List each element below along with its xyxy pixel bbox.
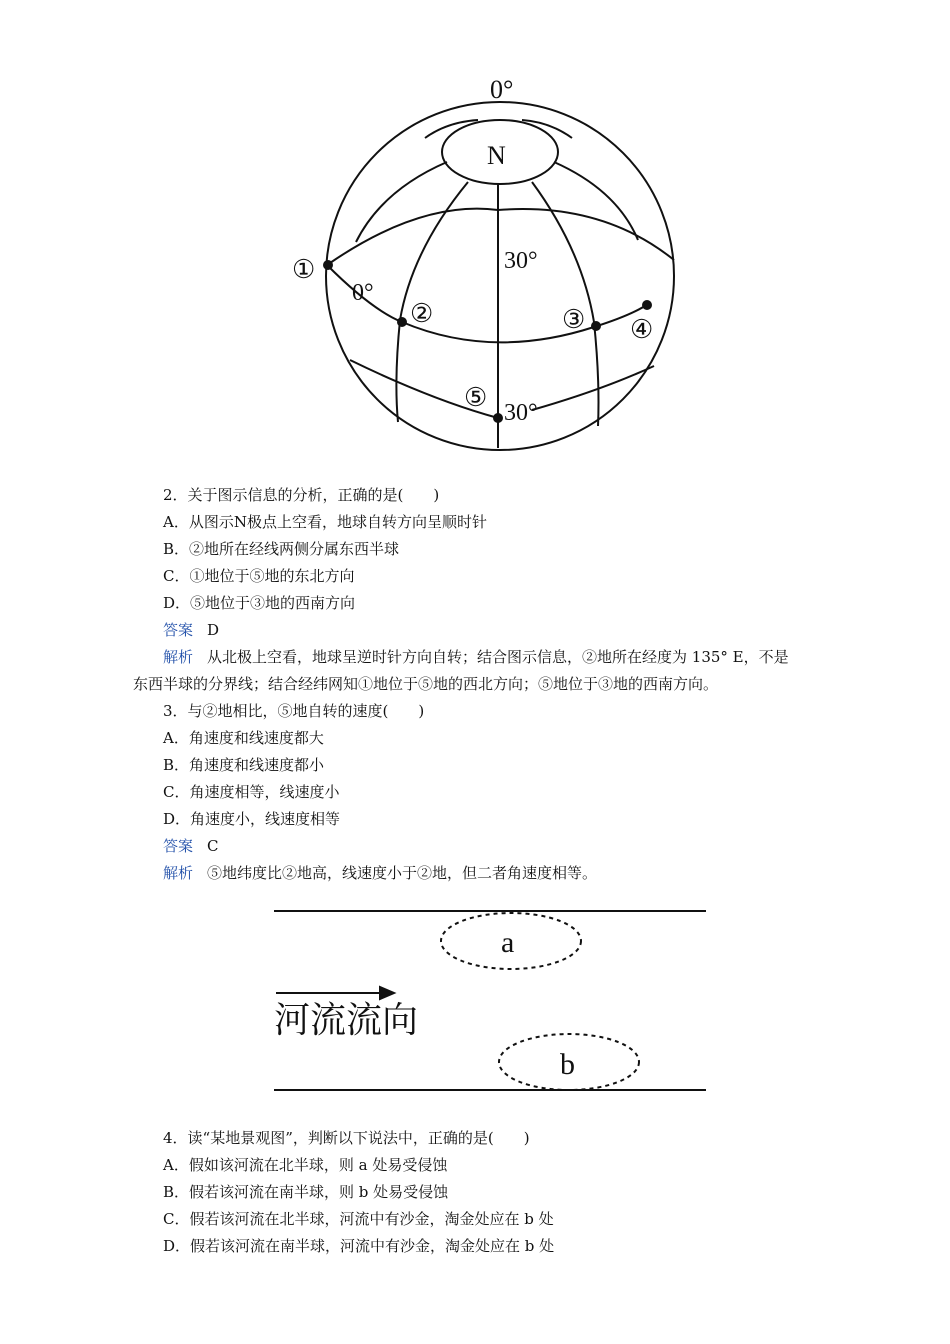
q4-option-b: B．假若该河流在南半球，则 b 处易受侵蚀 bbox=[163, 1183, 449, 1201]
meridian-right bbox=[532, 182, 599, 426]
q2-answer-value: D bbox=[207, 621, 220, 639]
zone-a-label: a bbox=[501, 926, 515, 959]
q2-answer-label: 答案 bbox=[163, 621, 194, 639]
label-point-1: ① bbox=[292, 255, 316, 284]
point-5-marker bbox=[494, 414, 502, 422]
q3-analysis-line1: ⑤地纬度比②地高，线速度小于②地，但二者角速度相等。 bbox=[207, 864, 598, 882]
flow-arrow-head bbox=[380, 987, 394, 999]
q3-answer-row bbox=[163, 836, 219, 856]
point-2-marker bbox=[398, 318, 406, 326]
q2-option-d: D．⑤地位于③地的西南方向 bbox=[163, 594, 356, 612]
point-4-marker bbox=[643, 301, 651, 309]
q3-answer-value: C bbox=[207, 837, 219, 855]
meridian-far-right bbox=[554, 162, 638, 240]
globe-diagram bbox=[282, 60, 702, 480]
q3-answer-label: 答案 bbox=[163, 837, 194, 855]
q2-analysis-line2: 东西半球的分界线；结合经纬网知①地位于⑤地的西北方向；⑤地位于③地的西南方向。 bbox=[133, 675, 719, 693]
q3-analysis-row bbox=[163, 863, 597, 883]
q2-stem: 2．关于图示信息的分析，正确的是( ) bbox=[163, 486, 440, 504]
label-top-meridian: 0° bbox=[490, 75, 514, 104]
meridian-top-right bbox=[522, 120, 572, 138]
point-1-marker bbox=[324, 261, 332, 269]
q3-option-b: B．角速度和线速度都小 bbox=[163, 756, 325, 774]
q2-option-b: B．②地所在经线两侧分属东西半球 bbox=[163, 540, 400, 558]
q4-stem: 4．读“某地景观图”，判断以下说法中，正确的是( ) bbox=[163, 1129, 530, 1147]
label-pole: N bbox=[487, 141, 506, 170]
flow-direction-label: 河流流向 bbox=[274, 1000, 419, 1040]
q3-option-d: D．角速度小，线速度相等 bbox=[163, 810, 341, 828]
label-equator: 0° bbox=[352, 280, 374, 306]
q3-stem: 3．与②地相比，⑤地自转的速度( ) bbox=[163, 702, 425, 720]
point-3-marker bbox=[592, 322, 600, 330]
q2-answer-row bbox=[163, 620, 219, 640]
q4-option-a: A．假如该河流在北半球，则 a 处易受侵蚀 bbox=[163, 1156, 448, 1174]
q4-option-c: C．假若该河流在北半球，河流中有沙金，淘金处应在 b 处 bbox=[163, 1210, 554, 1228]
label-point-5: ⑤ bbox=[464, 383, 488, 412]
label-lat-upper: 30° bbox=[504, 248, 538, 274]
q2-option-c: C．①地位于⑤地的东北方向 bbox=[163, 567, 355, 585]
q3-option-a: A．角速度和线速度都大 bbox=[163, 729, 324, 747]
q4-option-d: D．假若该河流在南半球，河流中有沙金，淘金处应在 b 处 bbox=[163, 1237, 555, 1255]
label-lat-lower: 30° bbox=[504, 400, 538, 426]
q3-option-c: C．角速度相等，线速度小 bbox=[163, 783, 340, 801]
q3-analysis-label: 解析 bbox=[163, 864, 194, 882]
zone-b-label: b bbox=[560, 1048, 575, 1081]
label-point-3: ③ bbox=[562, 305, 586, 334]
q2-analysis-line1: 从北极上空看，地球呈逆时针方向自转；结合图示信息，②地所在经度为 135° E，不是 bbox=[207, 648, 789, 666]
latitude-30s-right bbox=[532, 366, 654, 410]
q2-option-a: A．从图示N极点上空看，地球自转方向呈顺时针 bbox=[163, 513, 487, 531]
label-point-4: ④ bbox=[630, 315, 654, 344]
q2-analysis-row bbox=[163, 647, 789, 667]
latitude-30n-left bbox=[330, 209, 498, 263]
label-point-2: ② bbox=[410, 299, 434, 328]
equator-line bbox=[327, 265, 648, 342]
river-diagram bbox=[258, 888, 728, 1118]
q2-analysis-label: 解析 bbox=[163, 648, 194, 666]
